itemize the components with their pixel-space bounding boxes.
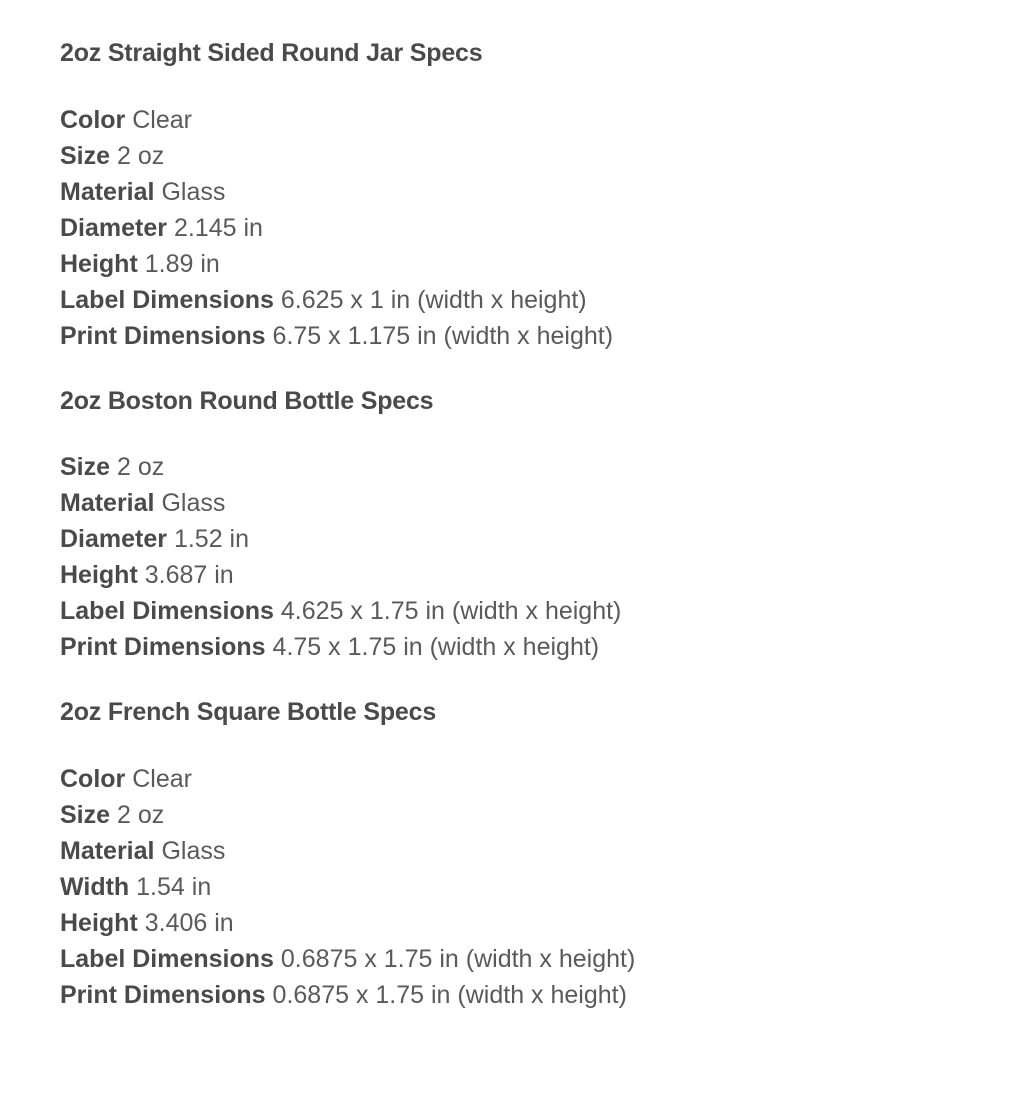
- spec-label: Size: [60, 800, 111, 829]
- spec-row: [60, 138, 954, 174]
- spec-row: [60, 210, 954, 246]
- spec-section: [60, 699, 954, 1013]
- spec-value: 2.145 in: [173, 213, 263, 242]
- spec-value: 6.75 x 1.175 in (width x height): [272, 321, 614, 350]
- spec-value: 6.625 x 1 in (width x height): [280, 285, 587, 314]
- spec-row: [60, 318, 954, 354]
- spec-value: Glass: [161, 836, 226, 865]
- spec-row: [60, 833, 954, 869]
- spec-label: Print Dimensions: [60, 633, 266, 661]
- page-title: 2oz Straight Sided Round Jar Specs: [60, 39, 483, 67]
- spec-section: [60, 40, 954, 354]
- spec-list: [60, 102, 954, 354]
- spec-label: Material: [60, 177, 155, 206]
- spec-value: Glass: [161, 489, 226, 517]
- spec-row: [60, 282, 954, 318]
- spec-row: [60, 246, 954, 282]
- spec-label: Size: [60, 453, 111, 481]
- spec-value: 1.54 in: [136, 872, 212, 901]
- spec-label: Color: [60, 105, 126, 134]
- spec-value: 2 oz: [116, 453, 165, 481]
- spec-row: [60, 941, 954, 977]
- spec-value: 3.406 in: [144, 908, 234, 937]
- spec-value: 2 oz: [116, 141, 165, 170]
- spec-row: [60, 977, 954, 1013]
- spec-row: [60, 593, 954, 629]
- spec-row: [60, 629, 954, 665]
- page-title: 2oz French Square Bottle Specs: [60, 698, 437, 726]
- spec-list: [60, 449, 954, 665]
- spec-row: [60, 557, 954, 593]
- spec-label: Height: [60, 249, 138, 278]
- spec-label: Material: [60, 489, 155, 517]
- spec-label: Height: [60, 561, 138, 589]
- spec-label: Diameter: [60, 213, 167, 242]
- spec-value: 3.687 in: [144, 561, 234, 589]
- spec-value: 0.6875 x 1.75 in (width x height): [280, 944, 636, 973]
- spec-section: [60, 388, 954, 666]
- spec-row: [60, 449, 954, 485]
- spec-value: 4.625 x 1.75 in (width x height): [280, 597, 622, 625]
- spec-label: Label Dimensions: [60, 285, 274, 314]
- spec-row: [60, 521, 954, 557]
- spec-row: [60, 797, 954, 833]
- spec-value: 1.89 in: [144, 249, 220, 278]
- spec-row: [60, 761, 954, 797]
- spec-label: Print Dimensions: [60, 321, 266, 350]
- spec-value: Glass: [161, 177, 226, 206]
- spec-row: [60, 102, 954, 138]
- spec-value: Clear: [132, 105, 192, 134]
- spec-value: 4.75 x 1.75 in (width x height): [272, 633, 600, 661]
- spec-list: [60, 761, 954, 1013]
- page-title: 2oz Boston Round Bottle Specs: [60, 386, 434, 415]
- spec-row: [60, 174, 954, 210]
- spec-label: Color: [60, 764, 126, 793]
- spec-label: Height: [60, 908, 138, 937]
- spec-label: Material: [60, 836, 155, 865]
- spec-row: [60, 905, 954, 941]
- spec-row: [60, 869, 954, 905]
- spec-label: Diameter: [60, 525, 167, 553]
- spec-label: Width: [60, 872, 130, 901]
- spec-label: Label Dimensions: [60, 597, 274, 625]
- spec-value: Clear: [132, 764, 192, 793]
- spec-value: 1.52 in: [173, 525, 250, 553]
- spec-label: Size: [60, 141, 111, 170]
- spec-value: 2 oz: [116, 800, 165, 829]
- spec-value: 0.6875 x 1.75 in (width x height): [272, 980, 627, 1009]
- spec-row: [60, 485, 954, 521]
- spec-label: Print Dimensions: [60, 980, 266, 1009]
- spec-label: Label Dimensions: [60, 944, 274, 973]
